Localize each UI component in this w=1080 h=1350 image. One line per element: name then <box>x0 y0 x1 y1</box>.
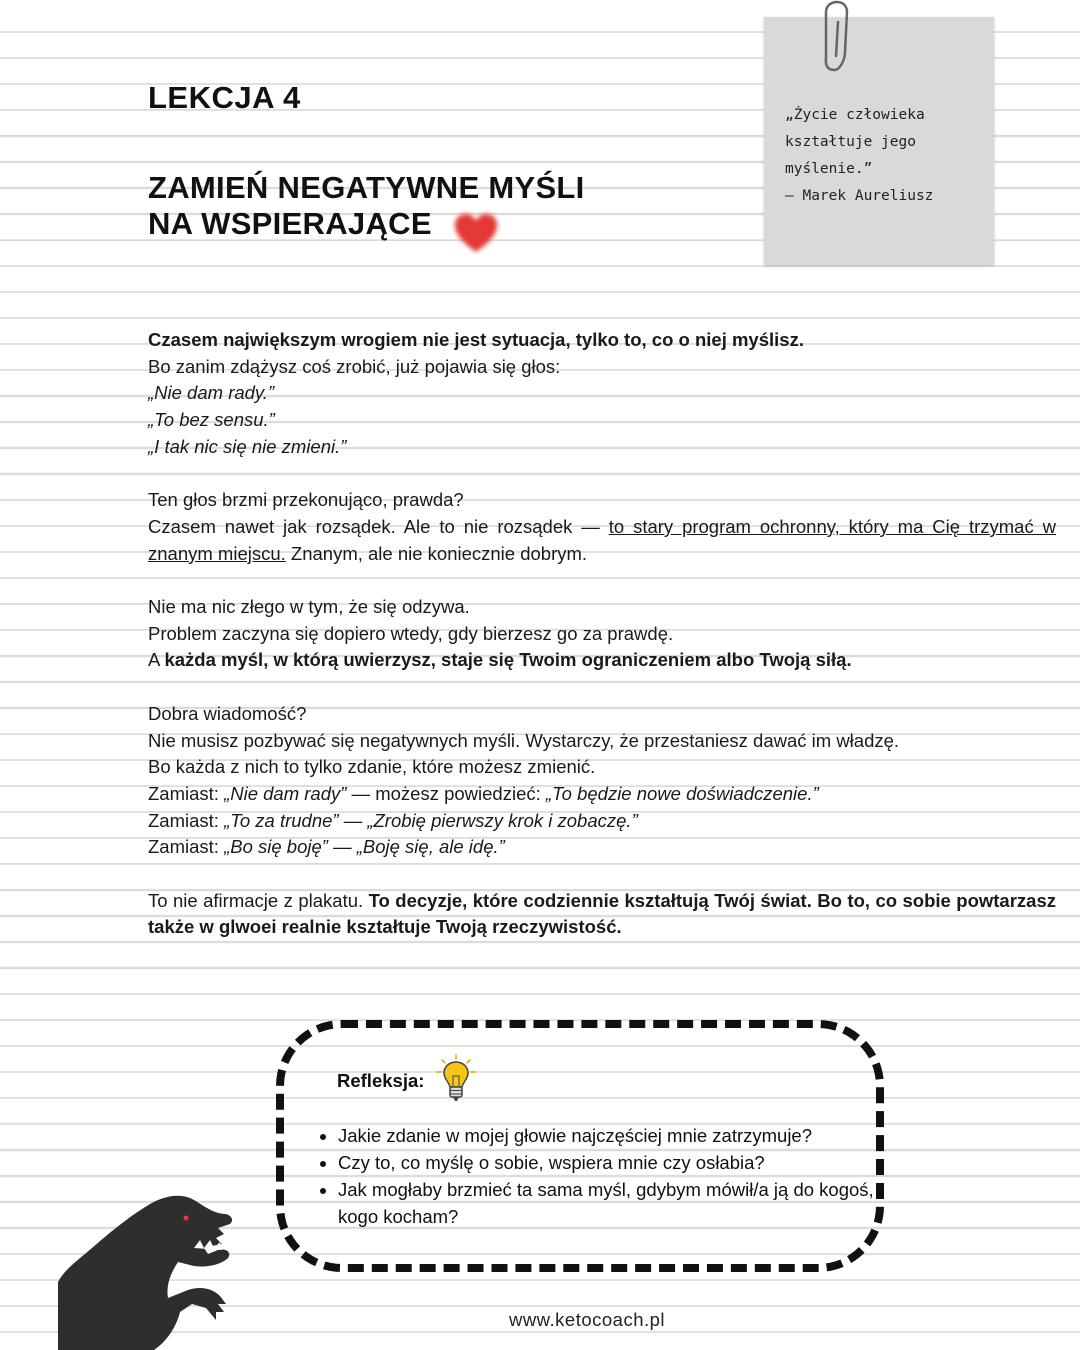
paragraph-5 <box>148 888 1056 941</box>
footer-url: www.ketocoach.pl <box>508 1309 666 1330</box>
text-line <box>148 781 1056 808</box>
text-line <box>148 834 1056 861</box>
text-line: Nie ma nic złego w tym, że się odzywa. <box>148 596 470 617</box>
text-line: Problem zaczyna się dopiero wtedy, gdy bierzesz go za prawdę. <box>148 622 674 644</box>
text-span: Znanym, ale nie koniecznie dobrym. <box>285 542 588 564</box>
heart-icon <box>452 212 500 256</box>
text-span: Zamiast: <box>148 809 225 831</box>
bold-phrase: każda myśl, w którą uwierzysz, staje się Twoim ograniczeniem albo Twoją siłą. <box>164 649 852 671</box>
text-line <box>148 647 1056 674</box>
text-line <box>148 808 1056 835</box>
quote-text <box>785 102 985 210</box>
text-line: Dobra wiadomość? <box>148 702 307 724</box>
reflection-list <box>313 1122 898 1230</box>
text-line: Bo każda z nich to tylko zdanie, które możesz zmienić. <box>148 756 596 778</box>
paragraph-2 <box>148 487 1056 567</box>
title-line-1: ZAMIEŃ NEGATYWNE MYŚLI <box>148 170 585 205</box>
italic-phrase: „Nie dam rady” <box>224 782 347 804</box>
reflection-question: • Jak mogłaby brzmieć ta sama myśl, gdybym mówił/a ją do kogoś, kogo kocham? <box>338 1176 898 1230</box>
paragraph-4 <box>148 701 1056 861</box>
text-line <box>148 514 1056 567</box>
reflection-title: Refleksja: <box>337 1070 425 1091</box>
quote-line: „Życie człowieka <box>785 107 925 123</box>
quote-line: kształtuje jego <box>785 134 916 150</box>
text-span: Zamiast: <box>148 782 225 804</box>
lightbulb-icon <box>436 1054 476 1106</box>
page-title <box>148 170 585 242</box>
paragraph-1 <box>148 327 1056 461</box>
text-span: — możesz powiedzieć: <box>346 782 546 804</box>
text-line: Bo zanim zdążysz coś zrobić, już pojawia się głos: <box>148 355 561 377</box>
quote-line: myślenie.” <box>785 161 873 177</box>
lesson-body <box>148 327 1056 968</box>
paragraph-3 <box>148 594 1056 674</box>
underlined-phrase: to stary program ochronny, który ma Cię trzymać w znanym miejscu. <box>148 515 1056 564</box>
quote-author: — Marek Aureliusz <box>785 188 934 204</box>
text-line: Ten głos brzmi przekonująco, prawda? <box>148 489 464 511</box>
italic-phrase: „Bo się boję” — „Boję się, ale idę.” <box>224 836 505 858</box>
quote-line: „I tak nic się nie zmieni.” <box>148 435 347 457</box>
title-line-2: NA WSPIERAJĄCE <box>148 206 432 241</box>
reflection-question: • Jakie zdanie w mojej głowie najczęściej mnie zatrzymuje? <box>338 1122 898 1149</box>
lead-sentence: Czasem największym wrogiem nie jest sytuacja, tylko to, co o niej myślisz. <box>148 329 804 350</box>
text-span: Zamiast: <box>148 836 225 858</box>
lesson-number: LEKCJA 4 <box>148 80 301 115</box>
italic-phrase: „To za trudne” — „Zrobię pierwszy krok i zobaczę.” <box>224 809 638 831</box>
text-span: A <box>148 649 165 671</box>
text-span: To nie afirmacje z plakatu. <box>148 889 369 911</box>
paperclip-icon <box>812 0 852 80</box>
bold-phrase: To decyzje, które codziennie kształtują Twój świat. Bo to, co sobie powtarzasz także w glwoei realnie kształtuje Twoją rzeczywistość. <box>148 889 1056 938</box>
quote-line: „To bez sensu.” <box>148 409 275 431</box>
italic-phrase: „To będzie nowe doświadczenie.” <box>545 782 819 804</box>
text-line: Nie musisz pozbywać się negatywnych myśli. Wystarczy, że przestaniesz dawać im władzę. <box>148 729 900 751</box>
quote-line: „Nie dam rady.” <box>148 382 275 404</box>
text-span: Czasem nawet jak rozsądek. Ale to nie rozsądek — <box>148 515 609 537</box>
reflection-question: • Czy to, co myślę o sobie, wspiera mnie czy osłabia? <box>338 1149 898 1176</box>
